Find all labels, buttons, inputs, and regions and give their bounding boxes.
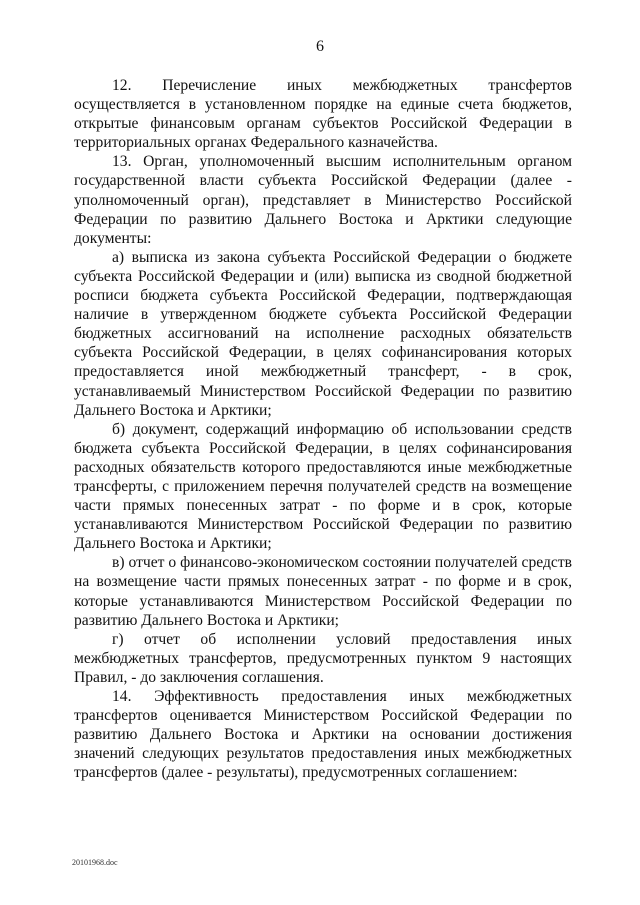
paragraph-13-b: б) документ, содержащий информацию об использовании средств бюджета субъекта Российской Федерации, в целях софинансирования расходных обязательств которого предоставляются иные межбюджетные трансферты, с приложением перечня получателей средств на возмещение части прямых понесенных затрат - по форме и в срок, которые устанавливаются Министерством Российской Федерации по развитию Дальнего Востока и Арктики; bbox=[74, 420, 572, 553]
paragraph-12: 12. Перечисление иных межбюджетных трансфертов осуществляется в установленном порядке на единые счета бюджетов, открытые финансовым органам субъектов Российской Федерации в территориальных органах Федерального казначейства. bbox=[74, 77, 572, 152]
paragraph-13: 13. Орган, уполномоченный высшим исполнительным органом государственной власти субъекта Российской Федерации (далее - уполномоченный орган), представляет в Министерство Российской Федерации по развитию Дальнего Востока и Арктики следующие документы: bbox=[74, 153, 572, 247]
document-body bbox=[74, 76, 572, 782]
paragraph-13-v: в) отчет о финансово-экономическом состоянии получателей средств на возмещение части прямых понесенных затрат - по форме и в срок, которые устанавливаются Министерством Российской Федерации по развитию Дальнего Востока и Арктики; bbox=[74, 554, 572, 629]
page-number: 6 bbox=[316, 38, 324, 55]
footer-filename: 20101968.doc bbox=[72, 858, 118, 867]
paragraph-13-a: а) выписка из закона субъекта Российской Федерации о бюджете субъекта Российской Федерации и (или) выписка из сводной бюджетной росписи бюджета субъекта Российской Федерации, подтверждающая наличие в утвержденном бюджете субъекта Российской Федерации бюджетных ассигнований на исполнение расходных обязательств субъекта Российской Федерации, в целях софинансирования которых предоставляется иной межбюджетный трансферт, - в срок, устанавливаемый Министерством Российской Федерации по развитию Дальнего Востока и Арктики; bbox=[74, 248, 572, 419]
paragraph-14: 14. Эффективность предоставления иных межбюджетных трансфертов оценивается Министерством Российской Федерации по развитию Дальнего Востока и Арктики на основании достижения значений следующих результатов предоставления иных межбюджетных трансфертов (далее - результаты), предусмотренных соглашением: bbox=[74, 688, 572, 782]
paragraph-13-g: г) отчет об исполнении условий предоставления иных межбюджетных трансфертов, предусмотренных пунктом 9 настоящих Правил, - до заключения соглашения. bbox=[74, 630, 572, 686]
